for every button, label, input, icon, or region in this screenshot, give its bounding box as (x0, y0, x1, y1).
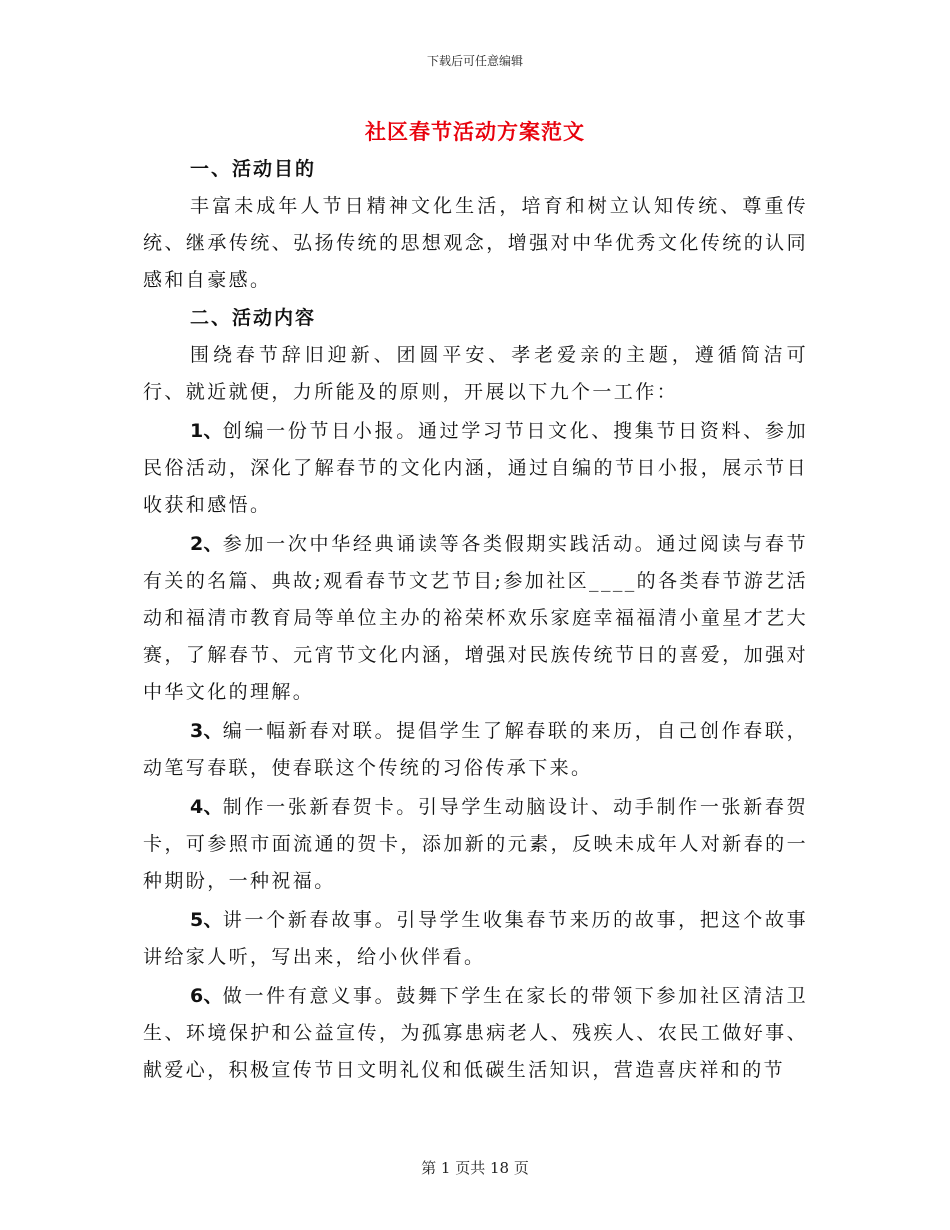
paragraph-purpose: 丰富未成年人节日精神文化生活，培育和树立认知传统、尊重传统、继承传统、弘扬传统的思想观念，增强对中华优秀文化传统的认同感和自豪感。 (143, 195, 808, 291)
list-item (143, 902, 808, 976)
page-number: 第 1 页共 18 页 (421, 1159, 529, 1177)
item-number: 1、 (190, 420, 223, 442)
item-text: 创编一份节日小报。通过学习节日文化、搜集节日资料、参加民俗活动，深化了解春节的文化内涵，通过自编的节日小报，展示节日收获和感悟。 (143, 420, 808, 516)
item-number: 4、 (190, 796, 223, 818)
item-text: 做一件有意义事。鼓舞下学生在家长的带领下参加社区清洁卫生、环境保护和公益宣传，为孤寡患病老人、残疾人、农民工做好事、献爱心，积极宣传节日文明礼仪和低碳生活知识，营造喜庆祥和的节 (143, 985, 808, 1081)
list-item (143, 789, 808, 900)
item-number: 6、 (190, 985, 223, 1007)
item-text: 编一幅新春对联。提倡学生了解春联的来历，自己创作春联，动笔写春联，使春联这个传统的习俗传承下来。 (143, 720, 808, 779)
item-text: 讲一个新春故事。引导学生收集春节来历的故事，把这个故事讲给家人听，写出来，给小伙伴看。 (143, 909, 808, 968)
list-item (143, 526, 808, 711)
list-item (143, 413, 808, 524)
item-text: 参加一次中华经典诵读等各类假期实践活动。通过阅读与春节有关的名篇、典故;观看春节文艺节目;参加社区____的各类春节游艺活动和福清市教育局等单位主办的裕荣杯欢乐家庭幸福福清小童星才艺大赛，了解春节、元宵节文化内涵，增强对民族传统节日的喜爱，加强对中华文化的理解。 (143, 533, 808, 703)
page-header-note: 下载后可任意编辑 (426, 54, 523, 68)
item-number: 2、 (190, 533, 223, 555)
document-body (143, 152, 808, 1091)
item-number: 3、 (190, 720, 223, 742)
section-heading-purpose: 一、活动目的 (190, 158, 317, 180)
paragraph-intro: 围绕春节辞旧迎新、团圆平安、孝老爱亲的主题，遵循简洁可行、就近就便，力所能及的原则，开展以下九个一工作： (143, 344, 808, 403)
list-item (143, 713, 808, 787)
item-number: 5、 (190, 909, 223, 931)
document-title: 社区春节活动方案范文 (365, 119, 585, 144)
list-item (143, 978, 808, 1089)
section-heading-content: 二、活动内容 (190, 307, 317, 329)
item-text: 制作一张新春贺卡。引导学生动脑设计、动手制作一张新春贺卡，可参照市面流通的贺卡，添加新的元素，反映未成年人对新春的一种期盼，一种祝福。 (143, 796, 808, 892)
